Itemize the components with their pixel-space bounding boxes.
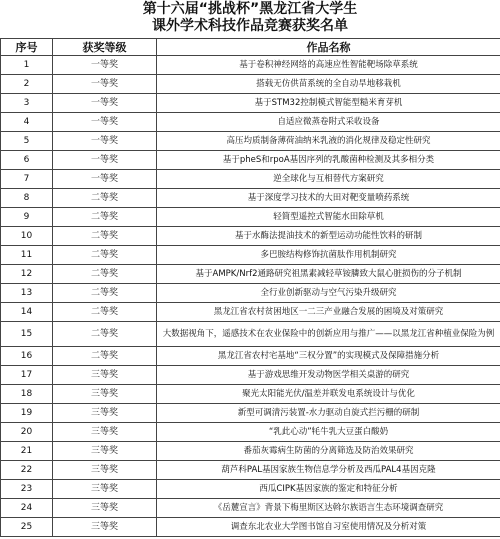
page-title-line2: 课外学术科技作品竞赛获奖名单 xyxy=(152,18,348,34)
table-row xyxy=(1,75,500,94)
header-level: 获奖等级 xyxy=(53,39,157,56)
cell-award-level: 二等奖 xyxy=(53,322,157,347)
cell-award-level: 三等奖 xyxy=(53,480,157,499)
cell-award-level: 三等奖 xyxy=(53,423,157,442)
cell-number: 5 xyxy=(1,132,53,151)
cell-award-level: 三等奖 xyxy=(53,366,157,385)
cell-work-name: 基于水酶法提油技术的新型运动功能性饮料的研制 xyxy=(157,227,500,246)
cell-award-level: 二等奖 xyxy=(53,189,157,208)
cell-work-name: 高压均质制备薄荷油纳米乳液的消化规律及稳定性研究 xyxy=(157,132,500,151)
cell-number: 21 xyxy=(1,442,53,461)
cell-number: 15 xyxy=(1,322,53,347)
table-row xyxy=(1,208,500,227)
cell-number: 12 xyxy=(1,265,53,284)
cell-number: 3 xyxy=(1,94,53,113)
cell-award-level: 三等奖 xyxy=(53,499,157,518)
cell-work-name: 搭载无仿供苗系统的全自动旱地移栽机 xyxy=(157,75,500,94)
cell-work-name: 黑龙江省农村贫困地区一二三产业融合发展的困境及对策研究 xyxy=(157,303,500,322)
cell-work-name: 基于卷积神经网络的高速应性智能靶场除草系统 xyxy=(157,56,500,75)
cell-number: 17 xyxy=(1,366,53,385)
table-row xyxy=(1,94,500,113)
table-row xyxy=(1,284,500,303)
cell-work-name: 基于pheS和rpoA基因序列的乳酸菌种检测及其多相分类 xyxy=(157,151,500,170)
table-row xyxy=(1,480,500,499)
cell-award-level: 一等奖 xyxy=(53,94,157,113)
cell-award-level: 二等奖 xyxy=(53,265,157,284)
cell-award-level: 二等奖 xyxy=(53,246,157,265)
cell-work-name: 轻简型遥控式智能水田除草机 xyxy=(157,208,500,227)
cell-number: 8 xyxy=(1,189,53,208)
cell-number: 20 xyxy=(1,423,53,442)
table-row xyxy=(1,265,500,284)
header-name: 作品名称 xyxy=(157,39,500,56)
table-header-row xyxy=(1,39,500,56)
table-row xyxy=(1,113,500,132)
table-row xyxy=(1,56,500,75)
cell-award-level: 二等奖 xyxy=(53,227,157,246)
cell-award-level: 一等奖 xyxy=(53,132,157,151)
cell-number: 14 xyxy=(1,303,53,322)
table-row xyxy=(1,518,500,537)
cell-work-name: 调查东北农业大学图书馆自习室使用情况及分析对策 xyxy=(157,518,500,537)
table-row xyxy=(1,151,500,170)
cell-work-name: 葫芦科PAL基因家族生物信息学分析及西瓜PAL4基因克隆 xyxy=(157,461,500,480)
table-row xyxy=(1,499,500,518)
cell-work-name: “乳此心动”牦牛乳大豆蛋白酸奶 xyxy=(157,423,500,442)
cell-work-name: 黑龙江省农村宅基地“三权分置”的实现模式及保障措施分析 xyxy=(157,347,500,366)
cell-work-name: 基于STM32控制模式智能型糙米育芽机 xyxy=(157,94,500,113)
table-row xyxy=(1,170,500,189)
cell-award-level: 一等奖 xyxy=(53,56,157,75)
cell-number: 9 xyxy=(1,208,53,227)
table-row xyxy=(1,189,500,208)
cell-award-level: 三等奖 xyxy=(53,518,157,537)
cell-award-level: 一等奖 xyxy=(53,170,157,189)
cell-number: 6 xyxy=(1,151,53,170)
cell-number: 18 xyxy=(1,385,53,404)
cell-number: 10 xyxy=(1,227,53,246)
cell-award-level: 一等奖 xyxy=(53,113,157,132)
cell-work-name: 基于游戏思维开发动物医学相关桌游的研究 xyxy=(157,366,500,385)
table-row xyxy=(1,303,500,322)
cell-award-level: 三等奖 xyxy=(53,442,157,461)
cell-number: 13 xyxy=(1,284,53,303)
cell-work-name: 多巴胺结构修饰抗菌肽作用机制研究 xyxy=(157,246,500,265)
table-row xyxy=(1,132,500,151)
cell-award-level: 一等奖 xyxy=(53,151,157,170)
cell-work-name: 逆全球化与互相替代方案研究 xyxy=(157,170,500,189)
cell-work-name: 基于深度学习技术的大田对靶变量喷药系统 xyxy=(157,189,500,208)
cell-work-name: 《岳麓宣言》背景下梅里斯区达斡尔族语言生态环境调查研究 xyxy=(157,499,500,518)
award-table xyxy=(0,38,500,537)
cell-award-level: 二等奖 xyxy=(53,208,157,227)
cell-work-name: 自适应微蒸卷附式采收设备 xyxy=(157,113,500,132)
table-row xyxy=(1,227,500,246)
cell-work-name: 基于AMPK/Nrf2通路研究祖黑素减轻草铵膦致大鼠心脏损伤的分子机制 xyxy=(157,265,500,284)
cell-award-level: 三等奖 xyxy=(53,461,157,480)
cell-number: 7 xyxy=(1,170,53,189)
cell-work-name: 新型可调清污装置-水力驱动自旋式拦污栅的研制 xyxy=(157,404,500,423)
table-body xyxy=(1,56,500,537)
cell-award-level: 三等奖 xyxy=(53,385,157,404)
table-row xyxy=(1,246,500,265)
cell-work-name: 西瓜CIPK基因家族的鉴定和特征分析 xyxy=(157,480,500,499)
cell-award-level: 三等奖 xyxy=(53,404,157,423)
cell-award-level: 二等奖 xyxy=(53,347,157,366)
cell-work-name: 全行业创新驱动与空气污染升级研究 xyxy=(157,284,500,303)
table-row xyxy=(1,322,500,347)
cell-number: 22 xyxy=(1,461,53,480)
table-row xyxy=(1,347,500,366)
cell-number: 2 xyxy=(1,75,53,94)
cell-work-name: 大数据视角下，遥感技术在农业保险中的创新应用与推广——以黑龙江省种植业保险为例 xyxy=(157,322,500,347)
cell-award-level: 二等奖 xyxy=(53,303,157,322)
header-no: 序号 xyxy=(1,39,53,56)
cell-award-level: 二等奖 xyxy=(53,284,157,303)
table-row xyxy=(1,423,500,442)
table-row xyxy=(1,385,500,404)
cell-number: 11 xyxy=(1,246,53,265)
cell-number: 19 xyxy=(1,404,53,423)
cell-award-level: 一等奖 xyxy=(53,75,157,94)
cell-work-name: 聚光太阳能光伏/温差并联发电系统设计与优化 xyxy=(157,385,500,404)
cell-number: 23 xyxy=(1,480,53,499)
cell-number: 24 xyxy=(1,499,53,518)
table-row xyxy=(1,442,500,461)
cell-number: 1 xyxy=(1,56,53,75)
cell-number: 25 xyxy=(1,518,53,537)
cell-work-name: 番茄灰霉病生防菌的分离筛选及防治效果研究 xyxy=(157,442,500,461)
cell-number: 16 xyxy=(1,347,53,366)
table-row xyxy=(1,461,500,480)
page-title-line1: 第十六届“挑战杯”黑龙江省大学生 xyxy=(142,1,358,17)
cell-number: 4 xyxy=(1,113,53,132)
table-row xyxy=(1,404,500,423)
table-row xyxy=(1,366,500,385)
